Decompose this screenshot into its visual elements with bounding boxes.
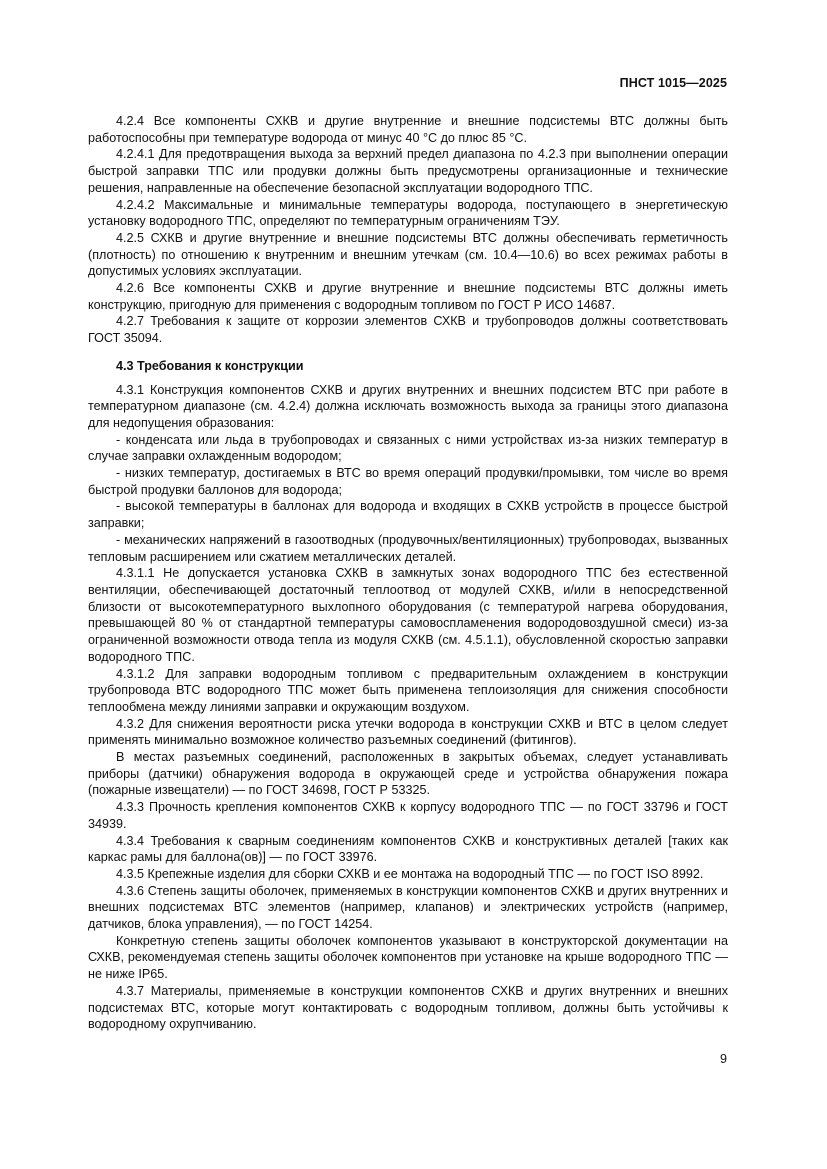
clause-4-3-7: 4.3.7 Материалы, применяемые в конструкции компонентов СХКВ и других внутренних и внешних подсистемах ВТС, которые могут контактировать с водородным топливом, должны быть устойчивы к водородному охрупчиванию.	[88, 983, 728, 1032]
clause-4-2-7: 4.2.7 Требования к защите от коррозии элементов СХКВ и трубопроводов должны соответствовать ГОСТ 35094.	[88, 314, 728, 346]
clause-4-3-1-1: 4.3.1.1 Не допускается установка СХКВ в замкнутых зонах водородного ТПС без естественной вентиляции, обеспечивающей достаточный теплоотвод от модулей СХКВ, и/или в непосредственной близости от высокотемпературного выхлопного оборудования (с температурой нагрева оборудования, превышающей 80 % от стандартной температуры самовоспламенения водородовоздушной смеси) из-за ограниченной возможности отвода тепла из модуля СХКВ (см. 4.5.1.1), обусловленной скоростью заправки водородного ТПС.	[88, 566, 728, 664]
clause-4-2-6: 4.2.6 Все компоненты СХКВ и другие внутренние и внешние подсистемы ВТС должны иметь конструкцию, пригодную для применения с водородным топливом по ГОСТ Р ИСО 14687.	[88, 281, 728, 312]
document-body	[88, 113, 728, 1033]
clause-4-3-4: 4.3.4 Требования к сварным соединениям компонентов СХКВ и конструктивных деталей [таких как каркас рамы для баллона(ов)] — по ГОСТ 33976.	[88, 833, 728, 865]
page-number: 9	[719, 1052, 727, 1066]
clause-4-2-4-1: 4.2.4.1 Для предотвращения выхода за верхний предел диапазона по 4.2.3 при выполнении операции быстрой заправки ТПС или продувки должны быть предусмотрены организационные и технические решения, направленные на обеспечение безопасной эксплуатации водородного ТПС.	[88, 147, 728, 195]
clause-4-3-1: 4.3.1 Конструкция компонентов СХКВ и других внутренних и внешних подсистем ВТС при работе в температурном диапазоне (см. 4.2.4) должна исключать возможность выхода за границы этого диапазона для недопущения образования:	[88, 382, 728, 430]
clause-4-3-6: 4.3.6 Степень защиты оболочек, применяемых в конструкции компонентов СХКВ и других внутренних и внешних подсистемах ВТС элементов (например, клапанов) и электрических устройств (например, датчиков, блока управления), — по ГОСТ 14254.	[88, 883, 728, 932]
clause-4-3-3: 4.3.3 Прочность крепления компонентов СХКВ к корпусу водородного ТПС — по ГОСТ 33796 и ГОСТ 34939.	[88, 800, 728, 831]
clause-4-2-4-2: 4.2.4.2 Максимальные и минимальные температуры водорода, поступающего в энергетическую установку водородного ТПС, определяют по температурным ограничениям ТЭУ.	[88, 197, 728, 229]
list-item-high-temperature: - высокой температуры в баллонах для водорода и входящих в СХКВ устройств в процессе быстрой заправки;	[88, 499, 728, 531]
clause-4-3-2-detectors: В местах разъемных соединений, расположенных в закрытых объемах, следует устанавливать приборы (датчики) обнаружения водорода в окружающей среде и устройства обнаружения пожара (пожарные извещатели) — по ГОСТ 34698, ГОСТ Р 53325.	[88, 750, 728, 798]
clause-4-3-6-protection: Конкретную степень защиты оболочек компонентов указывают в конструкторской документации на СХКВ, рекомендуемая степень защиты оболочек компонентов при установке на крыше водородного ТПС — не ниже IP65.	[88, 933, 728, 982]
list-item-mechanical-stress: - механических напряжений в газоотводных (продувочных/вентиляционных) трубопроводах, вызванных тепловым расширением или сжатием металлических деталей.	[88, 532, 728, 564]
list-item-condensate: - конденсата или льда в трубопроводах и связанных с ними устройствах из-за низких температур в случае заправки охлажденным водородом;	[88, 432, 728, 464]
clause-4-3-5: 4.3.5 Крепежные изделия для сборки СХКВ и ее монтажа на водородный ТПС — по ГОСТ ISO 8992.	[116, 866, 704, 881]
clause-4-3-1-2: 4.3.1.2 Для заправки водородным топливом с предварительным охлаждением в конструкции трубопровода ВТС водородного ТПС может быть применена теплоизоляция для снижения способности теплообмена между линиями заправки и окружающим воздухом.	[88, 666, 728, 714]
list-item-low-temperature: - низких температур, достигаемых в ВТС во время операций продувки/промывки, том числе во время быстрой продувки баллонов для водорода;	[88, 466, 728, 497]
section-heading: 4.3 Требования к конструкции	[116, 358, 304, 373]
clause-4-2-5: 4.2.5 СХКВ и другие внутренние и внешние подсистемы ВТС должны обеспечивать герметичность (плотность) по отношению к внутренним и внешним утечкам (см. 10.4—10.6) во всех режимах работы в допустимых условиях эксплуатации.	[88, 230, 728, 279]
clause-4-2-4: 4.2.4 Все компоненты СХКВ и другие внутренние и внешние подсистемы ВТС должны быть работоспособны при температуре водорода от минус 40 °C до плюс 85 °C.	[88, 114, 728, 145]
clause-4-3-2: 4.3.2 Для снижения вероятности риска утечки водорода в конструкции СХКВ и ВТС в целом следует применять минимально возможное количество разъемных соединений (фитингов).	[88, 716, 728, 748]
document-code: ПНСТ 1015—2025	[619, 76, 727, 90]
